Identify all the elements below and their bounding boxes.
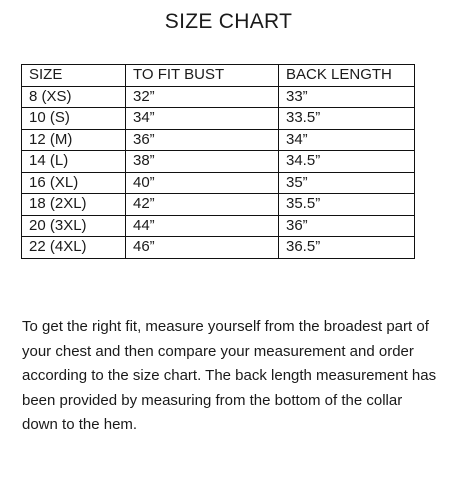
cell-bust: 44” [126, 215, 279, 237]
table-row [22, 237, 415, 259]
cell-back-length: 35.5” [279, 194, 415, 216]
header-to-fit-bust: TO FIT BUST [126, 65, 279, 87]
cell-size: 8 (XS) [22, 86, 126, 108]
table-row [22, 151, 415, 173]
cell-bust: 46” [126, 237, 279, 259]
cell-back-length: 36” [279, 215, 415, 237]
cell-bust: 36” [126, 129, 279, 151]
table-row [22, 194, 415, 216]
table-row [22, 215, 415, 237]
header-size: SIZE [22, 65, 126, 87]
cell-back-length: 33” [279, 86, 415, 108]
size-chart-table [21, 64, 415, 259]
table-row [22, 86, 415, 108]
cell-size: 22 (4XL) [22, 237, 126, 259]
cell-back-length: 34” [279, 129, 415, 151]
header-back-length: BACK LENGTH [279, 65, 415, 87]
table-row [22, 108, 415, 130]
cell-bust: 40” [126, 172, 279, 194]
page-title: SIZE CHART [164, 10, 293, 33]
cell-bust: 34” [126, 108, 279, 130]
table-row [22, 172, 415, 194]
cell-size: 18 (2XL) [22, 194, 126, 216]
cell-back-length: 33.5” [279, 108, 415, 130]
measurement-instructions: To get the right fit, measure yourself from the broadest part of your chest and then compare your measurement and order according to the size chart. The back length measurement has been provided by measuring from the bottom of the collar down to the hem. [22, 318, 437, 433]
cell-back-length: 35” [279, 172, 415, 194]
cell-bust: 38” [126, 151, 279, 173]
table-header-row [22, 65, 415, 87]
cell-size: 14 (L) [22, 151, 126, 173]
cell-bust: 32” [126, 86, 279, 108]
cell-back-length: 34.5” [279, 151, 415, 173]
cell-bust: 42” [126, 194, 279, 216]
table-row [22, 129, 415, 151]
cell-size: 10 (S) [22, 108, 126, 130]
cell-back-length: 36.5” [279, 237, 415, 259]
cell-size: 12 (M) [22, 129, 126, 151]
cell-size: 16 (XL) [22, 172, 126, 194]
cell-size: 20 (3XL) [22, 215, 126, 237]
